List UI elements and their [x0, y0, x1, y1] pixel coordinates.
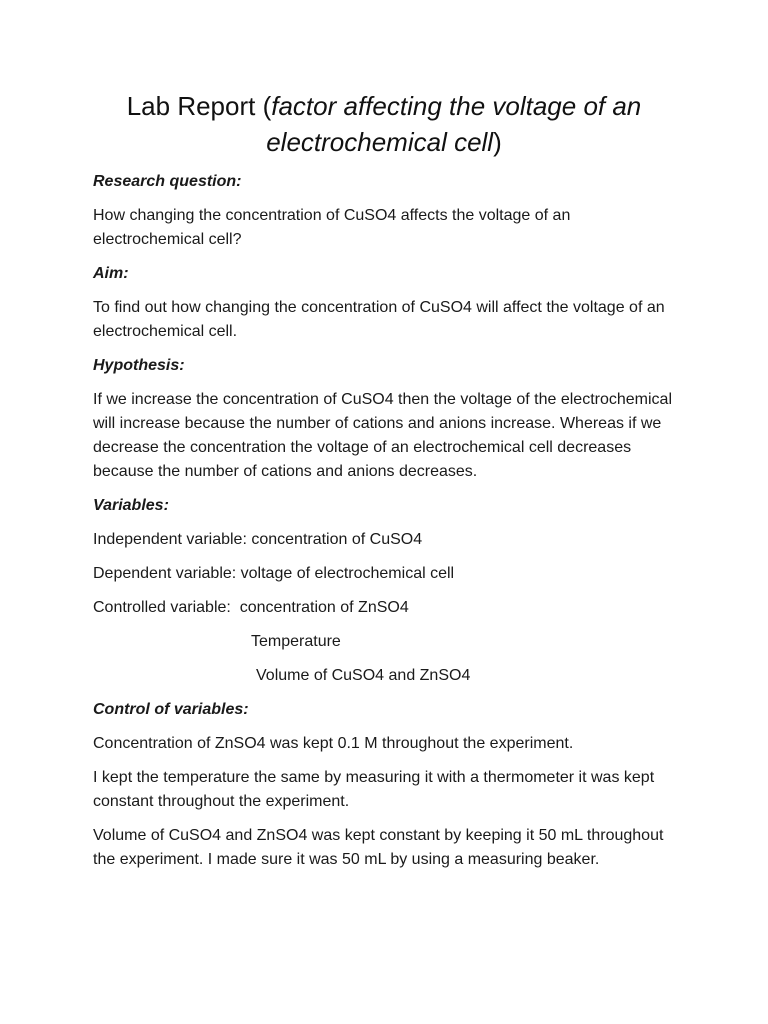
hypothesis-text: If we increase the concentration of CuSO4 then the voltage of the electrochemical will increase because the number of cations and anions increase. Whereas if we decrease the concentration the voltage of an electrochemical cell decreases because the number of cations and anions decreases. — [93, 391, 672, 480]
controlled-variable: Controlled variable: concentration of ZnSO4 — [93, 599, 409, 616]
control-paragraph-1: Concentration of ZnSO4 was kept 0.1 M throughout the experiment. — [93, 735, 574, 752]
title-prefix: Lab Report ( — [126, 91, 272, 121]
research-question-text: How changing the concentration of CuSO4 affects the voltage of an electrochemical cell? — [93, 207, 571, 248]
title-suffix: ) — [493, 127, 502, 157]
controlled-variable-temperature: Temperature — [251, 633, 341, 650]
controlled-variable-volume: Volume of CuSO4 and ZnSO4 — [256, 667, 471, 684]
title-italic: factor affecting the voltage of an electrochemical cell — [266, 91, 642, 157]
independent-variable: Independent variable: concentration of CuSO4 — [93, 531, 423, 548]
aim-heading: Aim: — [93, 265, 129, 282]
control-of-variables-heading: Control of variables: — [93, 701, 249, 718]
dependent-variable: Dependent variable: voltage of electrochemical cell — [93, 565, 455, 582]
hypothesis-heading: Hypothesis: — [93, 357, 185, 374]
document-title — [60, 88, 708, 160]
variables-heading: Variables: — [93, 497, 169, 514]
document-body — [93, 170, 678, 882]
aim-text: To find out how changing the concentration of CuSO4 will affect the voltage of an electrochemical cell. — [93, 299, 665, 340]
control-paragraph-3: Volume of CuSO4 and ZnSO4 was kept constant by keeping it 50 mL throughout the experiment. I made sure it was 50 mL by using a measuring beaker. — [93, 827, 664, 868]
control-paragraph-2: I kept the temperature the same by measuring it with a thermometer it was kept constant throughout the experiment. — [93, 769, 655, 810]
research-question-heading: Research question: — [93, 173, 242, 190]
